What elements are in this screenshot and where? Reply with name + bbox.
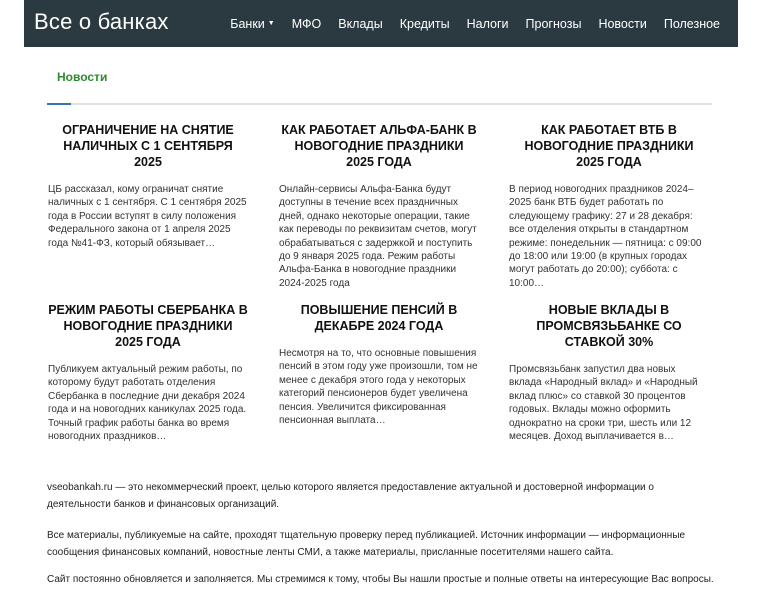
nav-item-news[interactable]: Новости: [598, 16, 647, 31]
news-card-title[interactable]: КАК РАБОТАЕТ ВТБ В НОВОГОДНИЕ ПРАЗДНИКИ 2025 ГОДА: [524, 123, 694, 169]
news-card-title[interactable]: НОВЫЕ ВКЛАДЫ В ПРОМСВЯЗЬБАНКЕ СО СТАВКОЙ 30%: [536, 303, 682, 349]
news-card: [48, 302, 248, 443]
about-paragraph: Все материалы, публикуемые на сайте, проходят тщательную проверку перед публикацией. Источник информации — информационные сообщения финансовых компаний, новостные ленты СМИ, а также материалы, присланные посетителями нашего сайта.: [47, 530, 686, 558]
news-card-excerpt: В период новогодних праздников 2024–2025 банк ВТБ будет работать по следующему графику: 27 и 28 декабря: все отделения открыты в стандартном режиме: понедельник — пятница: с 09:00 до 18:00 или 19:00 (в крупных городах могут работать до 20:00); суббота: с 10:00…: [509, 184, 702, 289]
news-card: [279, 302, 479, 427]
nav-item-forecasts[interactable]: Прогнозы: [525, 16, 582, 31]
about-paragraph: Сайт постоянно обновляется и заполняется. Мы стремимся к тому, чтобы Вы нашли простые и полные ответы на интересующие Вас вопросы.: [47, 574, 714, 585]
nav-item-credits[interactable]: Кредиты: [399, 16, 450, 31]
news-card-title[interactable]: РЕЖИМ РАБОТЫ СБЕРБАНКА В НОВОГОДНИЕ ПРАЗДНИКИ 2025 ГОДА: [48, 303, 248, 349]
main-nav: [230, 0, 720, 47]
chevron-down-icon: ▼: [267, 20, 275, 27]
nav-item-deposits[interactable]: Вклады: [338, 16, 383, 31]
section-divider-accent: [47, 103, 71, 105]
news-card-excerpt: ЦБ рассказал, кому ограничат снятие наличных с 1 сентября. С 1 сентября 2025 года в России вступят в силу положения Федерального закона от 1 апреля 2025 года №41-ФЗ, который обязывает…: [48, 184, 247, 249]
about-paragraph: vseobankah.ru — это некоммерческий проект, целью которого является предоставление актуальной и достоверной информации о деятельности банков и финансовых организаций.: [47, 482, 654, 510]
news-card: [509, 302, 709, 443]
news-card-excerpt: Промсвязьбанк запустил два новых вклада «Народный вклад» и «Народный вклад плюс» со ставкой 30 процентов годовых. Вклады можно оформить однократно на сроки три, шесть или 12 месяцев. Доход выплачивается в…: [509, 364, 698, 443]
news-card-excerpt: Несмотря на то, что основные повышения пенсий в этом году уже произошли, том не менее с декабря этого года у некоторых категорий пенсионеров будет увеличена пенсия. Увеличится фиксированная пенсионная выплата…: [279, 348, 478, 427]
news-card-title[interactable]: ПОВЫШЕНИЕ ПЕНСИЙ В ДЕКАБРЕ 2024 ГОДА: [300, 303, 458, 333]
news-card: [509, 122, 709, 290]
news-card-title[interactable]: ОГРАНИЧЕНИЕ НА СНЯТИЕ НАЛИЧНЫХ С 1 СЕНТЯБРЯ 2025: [62, 123, 234, 169]
nav-item-label: Банки: [230, 16, 265, 31]
nav-item-mfo[interactable]: МФО: [291, 16, 322, 31]
news-card-title[interactable]: КАК РАБОТАЕТ АЛЬФА-БАНК В НОВОГОДНИЕ ПРАЗДНИКИ 2025 ГОДА: [281, 123, 477, 169]
nav-item-banks[interactable]: [230, 17, 274, 31]
site-logo[interactable]: Все о банках: [34, 9, 169, 34]
news-card: [279, 122, 479, 290]
news-card: [48, 122, 248, 250]
section-divider: [47, 103, 712, 105]
news-card-excerpt: Онлайн-сервисы Альфа-Банка будут доступны в течение всех праздничных дней, однако некоторые операции, такие как переводы по реквизитам счетов, могут обрабатываться с задержкой и поступить до 9 января 2025 года. Режим работы Альфа-Банка в новогодние праздники 2024-2025 года: [279, 184, 477, 289]
nav-item-useful[interactable]: Полезное: [663, 16, 720, 31]
nav-item-taxes[interactable]: Налоги: [466, 16, 509, 31]
news-card-excerpt: Публикуем актуальный режим работы, по которому будут работать отделения Сбербанка в последние дни декабря 2024 года и на новогодних каникулах 2025 года. Точный график работы банка во время новогодних праздников…: [48, 364, 247, 443]
section-title[interactable]: Новости: [57, 70, 108, 84]
site-header: [24, 0, 738, 47]
